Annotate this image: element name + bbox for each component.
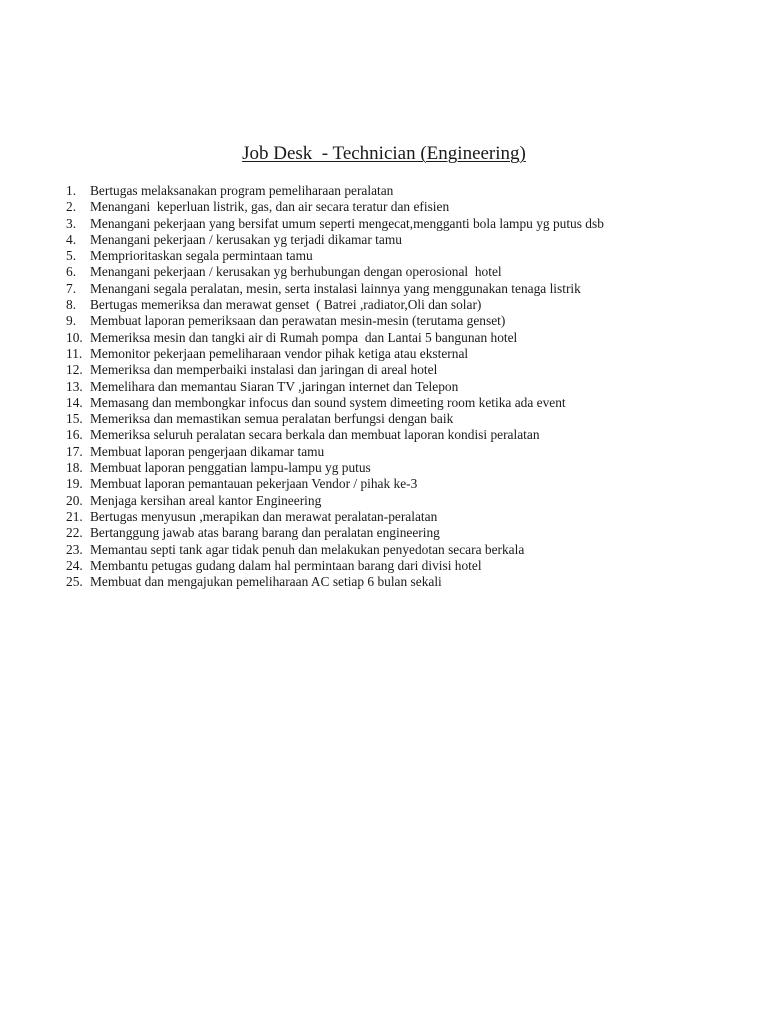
- list-item-number: 2.: [66, 199, 77, 215]
- list-item-text: Memeriksa dan memastikan semua peralatan berfungsi dengan baik: [90, 411, 454, 427]
- list-item-text: Menangani pekerjaan / kerusakan yg berhubungan dengan operosional hotel: [90, 264, 502, 280]
- list-item-text: Menangani segala peralatan, mesin, serta instalasi lainnya yang menggunakan tenaga listrik: [90, 280, 581, 296]
- list-item-number: 24.: [66, 557, 83, 573]
- list-item-number: 17.: [66, 443, 83, 459]
- list-item-number: 13.: [66, 378, 83, 394]
- list-item-number: 23.: [66, 541, 83, 557]
- list-item-text: Memasang dan membongkar infocus dan sound system dimeeting room ketika ada event: [90, 394, 566, 410]
- list-item-number: 10.: [66, 329, 83, 345]
- list-item-text: Membuat laporan pengerjaan dikamar tamu: [90, 443, 325, 459]
- list-item-number: 9.: [66, 313, 77, 329]
- list-item-text: Memantau septi tank agar tidak penuh dan melakukan penyedotan secara berkala: [90, 541, 525, 557]
- list-item-text: Membantu petugas gudang dalam hal permintaan barang dari divisi hotel: [90, 557, 482, 573]
- list-item-number: 5.: [66, 248, 77, 264]
- list-item-number: 21.: [66, 508, 83, 524]
- list-item-text: Memonitor pekerjaan pemeliharaan vendor pihak ketiga atau eksternal: [90, 345, 469, 361]
- list-item-number: 16.: [66, 427, 83, 443]
- list-item-number: 3.: [66, 215, 77, 231]
- list-item-text: Bertanggung jawab atas barang barang dan peralatan engineering: [90, 525, 440, 541]
- list-item-text: Membuat dan mengajukan pemeliharaan AC setiap 6 bulan sekali: [90, 574, 442, 590]
- list-item-number: 20.: [66, 492, 83, 508]
- list-item-number: 12.: [66, 362, 83, 378]
- list-item-text: Bertugas melaksanakan program pemeliharaan peralatan: [90, 183, 394, 198]
- list-item-number: 8.: [66, 297, 77, 313]
- list-item-number: 11.: [66, 345, 83, 361]
- list-item-text: Menangani pekerjaan yang bersifat umum seperti mengecat,mengganti bola lampu yg putus dsb: [90, 215, 604, 231]
- list-item-text: Bertugas memeriksa dan merawat genset ( Batrei ,radiator,Oli dan solar): [90, 297, 482, 313]
- list-item-text: Memeriksa seluruh peralatan secara berkala dan membuat laporan kondisi peralatan: [90, 427, 540, 443]
- list-item-number: 25.: [66, 574, 83, 590]
- list-item-text: Menangani keperluan listrik, gas, dan air secara teratur dan efisien: [90, 199, 450, 215]
- list-item-number: 7.: [66, 280, 77, 296]
- list-item-text: Menjaga kersihan areal kantor Engineering: [90, 492, 322, 508]
- list-item-number: 22.: [66, 525, 83, 541]
- list-item-text: Memelihara dan memantau Siaran TV ,jaringan internet dan Telepon: [90, 378, 459, 394]
- list-item-number: 4.: [66, 231, 77, 247]
- list-item-text: Membuat laporan pemantauan pekerjaan Vendor / pihak ke-3: [90, 476, 418, 492]
- list-item-number: 6.: [66, 264, 77, 280]
- list-item-number: 1.: [66, 183, 77, 198]
- list-item-text: Membuat laporan penggatian lampu-lampu yg putus: [90, 460, 371, 476]
- list-item-number: 19.: [66, 476, 83, 492]
- list-item-text: Menangani pekerjaan / kerusakan yg terjadi dikamar tamu: [90, 231, 402, 247]
- list-item-number: 15.: [66, 411, 83, 427]
- list-item-text: Membuat laporan pemeriksaan dan perawatan mesin-mesin (terutama genset): [90, 313, 506, 329]
- list-item-text: Bertugas menyusun ,merapikan dan merawat peralatan-peralatan: [90, 508, 438, 524]
- document-title: Job Desk - Technician (Engineering): [242, 143, 526, 164]
- list-item-text: Memeriksa mesin dan tangki air di Rumah pompa dan Lantai 5 bangunan hotel: [90, 329, 518, 345]
- list-item-number: 14.: [66, 394, 83, 410]
- list-item-text: Memprioritaskan segala permintaan tamu: [90, 248, 313, 264]
- list-item-number: 18.: [66, 460, 83, 476]
- list-item-text: Memeriksa dan memperbaiki instalasi dan jaringan di areal hotel: [90, 362, 438, 378]
